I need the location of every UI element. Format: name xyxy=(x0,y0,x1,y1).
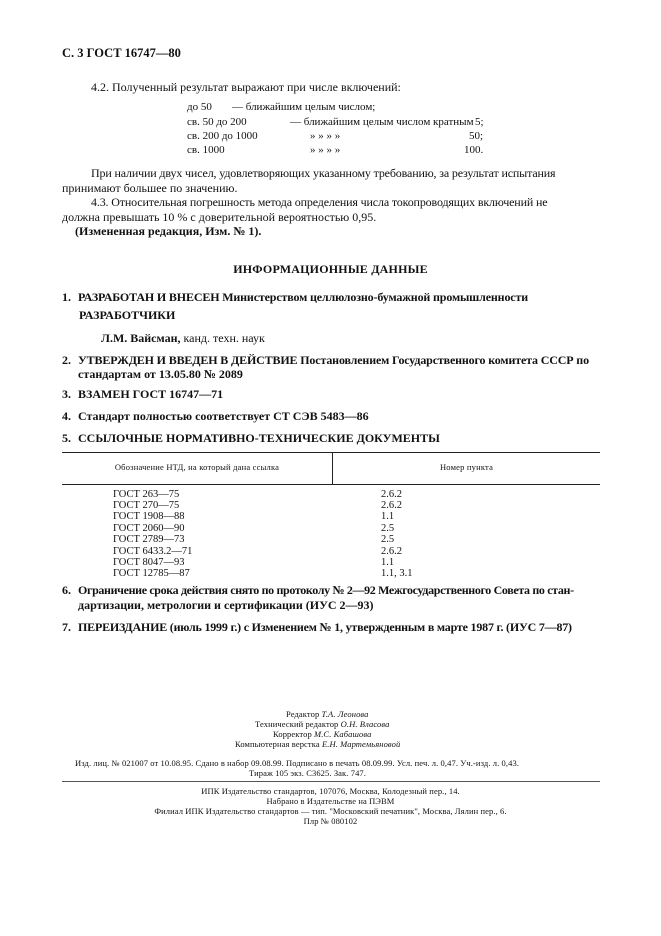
imprint-corrector xyxy=(273,729,371,739)
section-4-2-intro: 4.2. Полученный результат выражают при числе включений: xyxy=(91,80,401,94)
table-header-ntd: Обозначение НТД, на который дана ссылка xyxy=(114,462,280,472)
section-4-2-paragraph-line1: При наличии двух чисел, удовлетворяющих указанному требованию, за результат испытания xyxy=(91,166,556,180)
imprint-tech-editor xyxy=(255,719,389,729)
developer-line xyxy=(101,331,265,346)
rounding-multiple: 50; xyxy=(469,130,484,142)
table-cell-doc: ГОСТ 2060—90 xyxy=(113,523,185,534)
item-number: 4. xyxy=(62,409,71,423)
tech-editor-name: О.Н. Власова xyxy=(340,719,390,729)
typeset-line: Набрано в Издательстве на ПЭВМ xyxy=(266,796,395,806)
amendment-note: (Измененная редакция, Изм. № 1). xyxy=(75,224,262,238)
layout-name: Е.Н. Мартемьяновой xyxy=(321,739,401,749)
item-7-text: ПЕРЕИЗДАНИЕ (июль 1999 г.) с Изменением № 1, утвержденным в марте 1987 г. (ИУС 7—87) xyxy=(78,620,572,634)
table-cell-doc: ГОСТ 270—75 xyxy=(113,500,180,511)
table-cell-clause: 2.5 xyxy=(381,534,395,545)
print-run: Тираж 105 экз. С3625. Зак. 747. xyxy=(249,768,367,778)
table-cell-doc: ГОСТ 6433.2—71 xyxy=(113,546,193,557)
section-4-2-paragraph-line2: принимают большее по значению. xyxy=(62,181,238,195)
table-top-border xyxy=(62,452,600,453)
item-number: 3. xyxy=(62,387,71,401)
item-6-line2: дартизации, метрологии и сертификации (ИУС 2—93) xyxy=(78,598,374,612)
item-4-text: Стандарт полностью соответствует СТ СЭВ 5483—86 xyxy=(78,409,369,423)
imprint-editor xyxy=(286,709,369,719)
rounding-row xyxy=(187,101,487,115)
rounding-range: св. 1000 xyxy=(187,144,225,156)
table-cell-doc: ГОСТ 2789—73 xyxy=(113,534,185,545)
item-number: 7. xyxy=(62,620,71,634)
info-title: ИНФОРМАЦИОННЫЕ ДАННЫЕ xyxy=(233,262,428,276)
developers-heading: РАЗРАБОТЧИКИ xyxy=(79,308,176,322)
table-cell-clause: 2.6.2 xyxy=(381,546,402,557)
item-2-line2: стандартам от 13.05.80 № 2089 xyxy=(78,367,243,381)
rounding-rule: » » » » xyxy=(310,144,341,156)
table-cell-clause: 2.5 xyxy=(381,523,395,534)
item-5-text: ССЫЛОЧНЫЕ НОРМАТИВНО-ТЕХНИЧЕСКИЕ ДОКУМЕНТЫ xyxy=(78,431,440,445)
rounding-row xyxy=(187,144,487,158)
branch-line: Филиал ИПК Издательство стандартов — тип. "Московский печатник", Москва, Лялин пер., 6. xyxy=(154,806,507,816)
rounding-range: св. 200 до 1000 xyxy=(187,130,258,142)
editor-name: Т.А. Леонова xyxy=(321,709,369,719)
item-2-line1: УТВЕРЖДЕН И ВВЕДЕН В ДЕЙСТВИЕ Постановлением Государственного комитета СССР по xyxy=(78,353,589,367)
rounding-rule: » » » » xyxy=(310,130,341,142)
table-cell-clause: 2.6.2 xyxy=(381,489,402,500)
table-cell-doc: ГОСТ 12785—87 xyxy=(113,568,190,579)
item-6-line1: Ограничение срока действия снято по протоколу № 2—92 Межгосударственного Совета по стан- xyxy=(78,583,574,597)
imprint-layout xyxy=(235,739,400,749)
item-3-text: ВЗАМЕН ГОСТ 16747—71 xyxy=(78,387,224,401)
section-4-3-line1: 4.3. Относительная погрешность метода определения числа токопроводящих включений не xyxy=(91,195,548,209)
table-header-border xyxy=(62,484,600,485)
table-cell-doc: ГОСТ 1908—88 xyxy=(113,511,185,522)
plr-line: Плр № 080102 xyxy=(303,816,358,826)
section-4-3-line2: должна превышать 10 % с доверительной вероятностью 0,95. xyxy=(62,210,377,224)
table-cell-doc: ГОСТ 8047—93 xyxy=(113,557,185,568)
table-cell-clause: 1.1 xyxy=(381,511,395,522)
table-cell-clause: 1.1 xyxy=(381,557,395,568)
rounding-range: св. 50 до 200 xyxy=(187,116,247,128)
imprint-divider xyxy=(62,781,600,782)
publisher-line: ИПК Издательство стандартов, 107076, Москва, Колодезный пер., 14. xyxy=(201,786,460,796)
rounding-multiple: 5; xyxy=(475,116,484,128)
item-number: 2. xyxy=(62,353,71,367)
developer-title: канд. техн. наук xyxy=(183,331,265,345)
corrector-name: М.С. Кабашова xyxy=(314,729,372,739)
corrector-label: Корректор xyxy=(273,729,312,739)
rounding-rule: — ближайшим целым числом; xyxy=(232,101,376,113)
rounding-range: до 50 xyxy=(187,101,212,113)
table-cell-clause: 1.1, 3.1 xyxy=(381,568,413,579)
item-1-text: РАЗРАБОТАН И ВНЕСЕН Министерством целлюлозно-бумажной промышленности xyxy=(78,290,528,304)
page-header: С. 3 ГОСТ 16747—80 xyxy=(62,46,181,60)
rounding-row xyxy=(187,116,487,130)
editor-label: Редактор xyxy=(286,709,320,719)
rounding-row xyxy=(187,130,487,144)
publishing-line: Изд. лиц. № 021007 от 10.08.95. Сдано в набор 09.08.99. Подписано в печать 08.09.99. Усл. печ. л. 0,47. Уч.-изд. л. 0,43. xyxy=(75,758,520,768)
layout-label: Компьютерная верстка xyxy=(235,739,320,749)
table-header-clause: Номер пункта xyxy=(439,462,494,472)
item-number: 1. xyxy=(62,290,71,304)
rounding-multiple: 100. xyxy=(464,144,484,156)
table-cell-doc: ГОСТ 263—75 xyxy=(113,489,180,500)
item-number: 6. xyxy=(62,583,71,597)
table-cell-clause: 2.6.2 xyxy=(381,500,402,511)
tech-editor-label: Технический редактор xyxy=(255,719,339,729)
rounding-rule: — ближайшим целым числом кратным xyxy=(290,116,474,128)
item-number: 5. xyxy=(62,431,71,445)
developer-name: Л.М. Вайсман, xyxy=(101,331,181,345)
